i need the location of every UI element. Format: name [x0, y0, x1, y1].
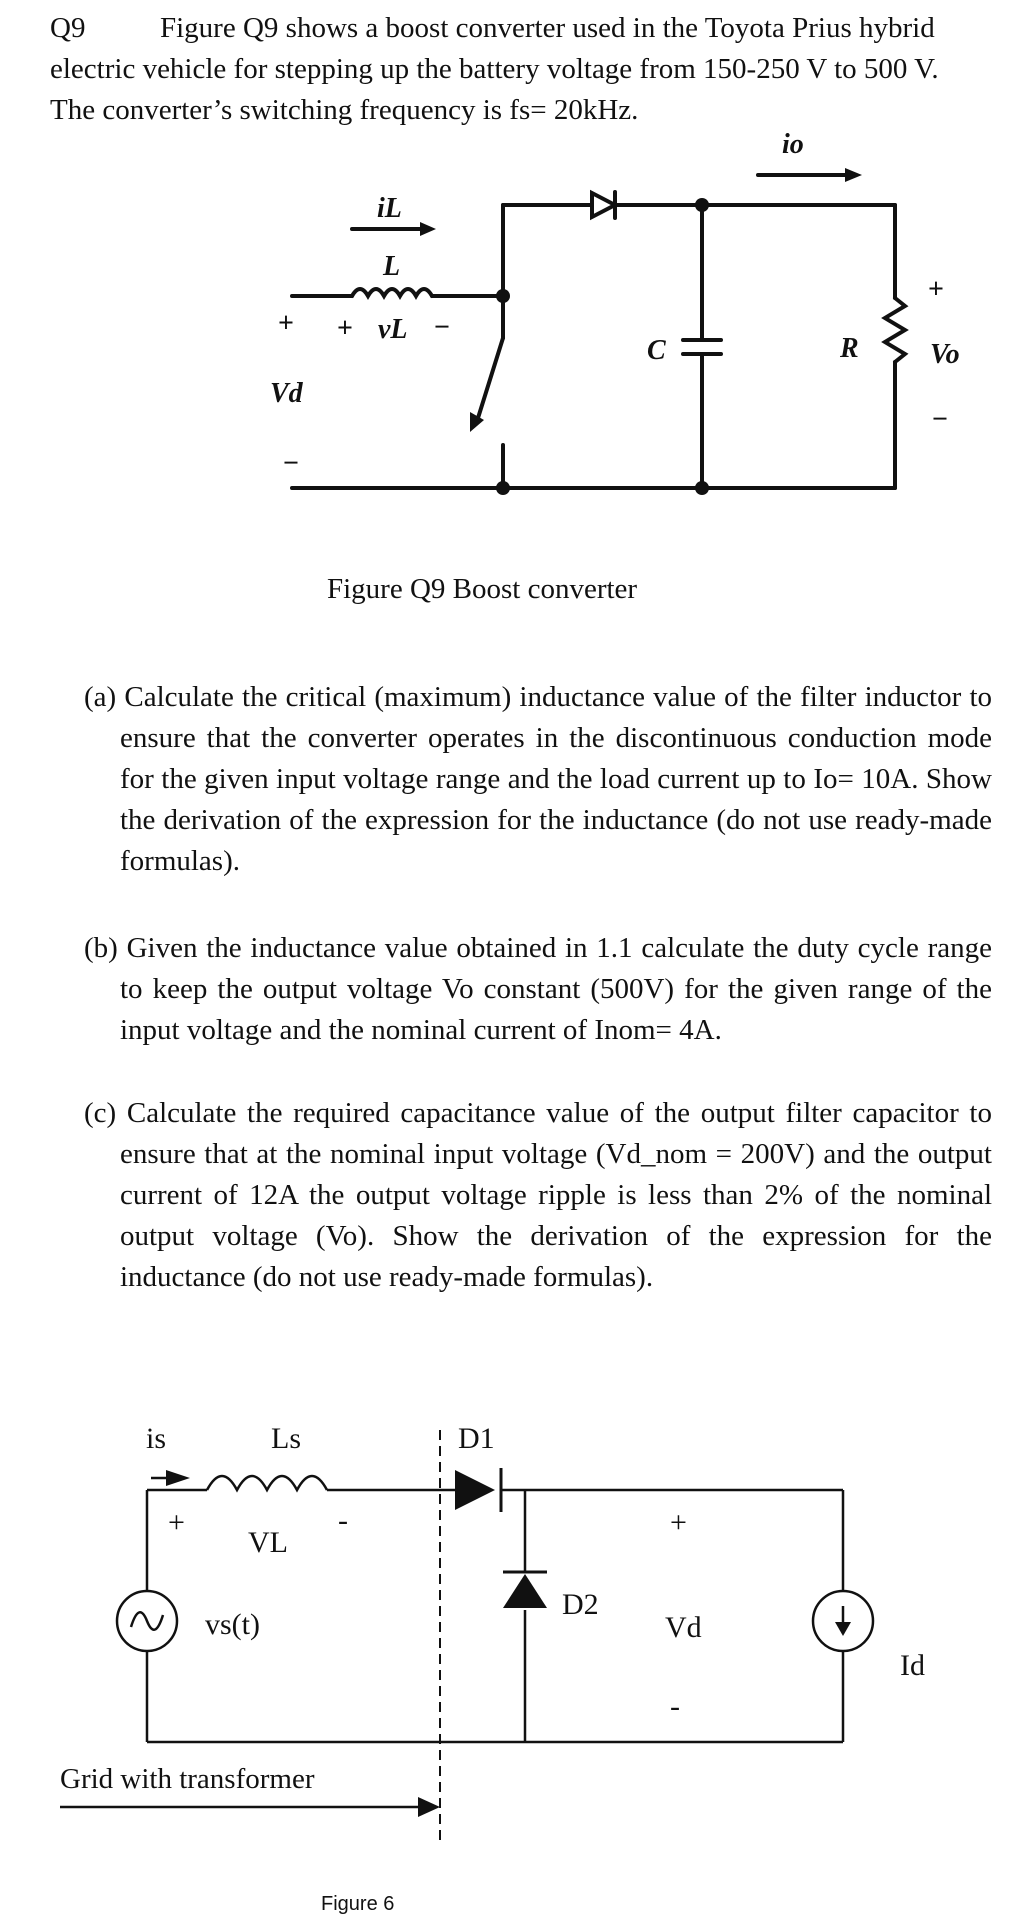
vd-plus-sign: +: [278, 308, 294, 339]
vd-minus-sign: -: [670, 1690, 680, 1723]
question-intro: Figure Q9 shows a boost converter used in the Toyota Prius hybrid electric vehicle for stepping up the battery voltage from 150-250 V to 500 V. The converter’s switching frequency is fs= 20kHz.: [50, 12, 939, 126]
io-label: io: [782, 129, 804, 160]
vo-label: Vo: [930, 339, 960, 370]
ls-inductor-symbol: [207, 1476, 327, 1490]
il-label: iL: [377, 193, 402, 224]
inductor-label: L: [383, 251, 401, 282]
question-number: Q9: [50, 12, 86, 44]
vd-label: Vd: [270, 378, 303, 409]
vd-plus-sign: +: [670, 1506, 687, 1539]
vl-label: vL: [378, 314, 408, 345]
inductor-symbol: [352, 289, 432, 296]
vo-minus-sign: −: [932, 404, 948, 435]
switch-symbol: [478, 338, 503, 418]
resistor-label: R: [840, 333, 859, 364]
vl-minus-sign: −: [434, 312, 450, 343]
figure-6-caption: Figure 6: [321, 1893, 395, 1915]
id-label: Id: [900, 1649, 925, 1682]
part-c: (c) Calculate the required capacitance value of the output filter capacitor to ensure that at the nominal input voltage (Vd_nom = 200V) and the output current of 12A the output voltage ripple is less than 2% of the nominal output voltage (Vo). Show the derivation of the expression for the inductance (do not use ready-made formulas).: [84, 1097, 992, 1293]
figure-q9-caption: Figure Q9 Boost converter: [327, 573, 638, 605]
figure-6-circuit: [0, 1400, 1021, 1920]
vd-minus-sign: −: [283, 448, 299, 479]
resistor-symbol: [885, 298, 905, 362]
boost-converter-figure: [0, 0, 1021, 620]
ls-label: Ls: [271, 1422, 301, 1455]
capacitor-label: C: [647, 335, 666, 366]
vl-minus-sign: -: [338, 1504, 348, 1537]
is-arrow: [166, 1470, 190, 1486]
part-b: (b) Given the inductance value obtained in 1.1 calculate the duty cycle range to keep the output voltage Vo constant (500V) for the given range of the input voltage and the nominal current of Inom= 4A.: [84, 932, 992, 1046]
vo-plus-sign: +: [928, 274, 944, 305]
vs-label: vs(t): [205, 1608, 260, 1641]
d1-label: D1: [458, 1422, 495, 1455]
d1-diode-symbol: [455, 1470, 495, 1510]
d2-label: D2: [562, 1588, 599, 1621]
vl-plus-sign: +: [337, 313, 353, 344]
is-label: is: [146, 1422, 167, 1455]
vl-plus-sign: +: [168, 1506, 185, 1539]
vd-label: Vd: [665, 1611, 702, 1644]
part-a: (a) Calculate the critical (maximum) inductance value of the filter inductor to ensure that the converter operates in the discontinuous conduction mode for the given input voltage range and the load current up to Io= 10A. Show the derivation of the expression for the inductance (do not use ready-made formulas).: [84, 681, 992, 877]
vl-label: VL: [248, 1526, 288, 1559]
diode-symbol: [592, 193, 615, 217]
d2-diode-symbol: [503, 1574, 547, 1608]
grid-label: Grid with transformer: [60, 1763, 315, 1795]
